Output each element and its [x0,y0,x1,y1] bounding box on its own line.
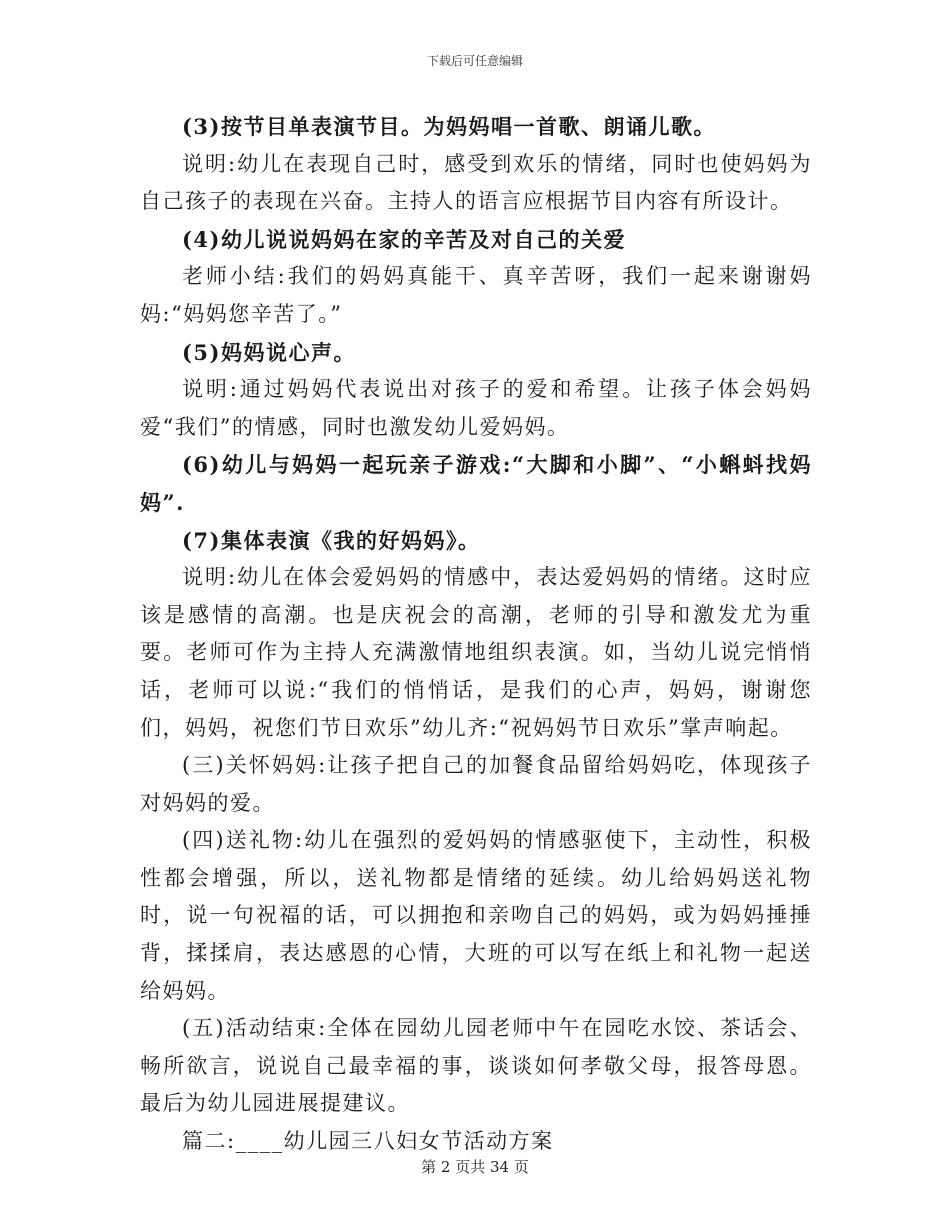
paragraph-chapter-title: 篇二:____幼儿园三八妇女节活动方案 [182,1129,554,1154]
paragraph-note: 说明:通过妈妈代表说出对孩子的爱和希望。让孩子体会妈妈爱“我们”的情感，同时也激发幼儿爱妈妈。 [140,377,812,439]
paragraph-item-3: (3)按节目单表演节目。为妈妈唱一首歌、朗诵儿歌。 [182,114,716,139]
paragraph-section-5: (五)活动结束:全体在园幼儿园老师中午在园吃水饺、茶话会、畅所欲言，说说自己最幸福的事，谈谈如何孝敬父母，报答母恩。最后为幼儿园进展提建议。 [140,1016,812,1116]
paragraph-item-7: (7)集体表演《我的好妈妈》。 [182,527,481,553]
paragraph-section-3: (三)关怀妈妈:让孩子把自己的加餐食品留给妈妈吃，体现孩子对妈妈的爱。 [140,753,812,815]
document-body [140,108,812,1161]
page-footer: 第 2 页共 34 页 [421,1158,529,1176]
paragraph-summary: 老师小结:我们的妈妈真能干、真辛苦呀，我们一起来谢谢妈妈:“妈妈您辛苦了。” [140,264,812,326]
paragraph-item-6: (6)幼儿与妈妈一起玩亲子游戏:“大脚和小脚”、“小蝌蚪找妈妈”. [140,452,812,515]
page-header: 下载后可任意编辑 [426,54,523,68]
paragraph-item-5: (5)妈妈说心声。 [182,339,356,365]
paragraph-item-4: (4)幼儿说说妈妈在家的辛苦及对自己的关爱 [182,226,626,252]
paragraph-note: 说明:幼儿在体会爱妈妈的情感中，表达爱妈妈的情绪。这时应该是感情的高潮。也是庆祝会的高潮，老师的引导和激发尤为重要。老师可作为主持人充满激情地组织表演。如，当幼儿说完悄悄话，老师可以说:“我们的悄悄话，是我们的心声，妈妈，谢谢您们，妈妈，祝您们节日欢乐”幼儿齐:“祝妈妈节日欢乐”掌声响起。 [140,565,812,740]
paragraph-section-4: (四)送礼物:幼儿在强烈的爱妈妈的情感驱使下，主动性，积极性都会增强，所以，送礼物都是情绪的延续。幼儿给妈妈送礼物时，说一句祝福的话，可以拥抱和亲吻自己的妈妈，或为妈妈捶捶背，揉揉肩，表达感恩的心情，大班的可以写在纸上和礼物一起送给妈妈。 [140,828,812,1003]
paragraph-note: 说明:幼儿在表现自己时，感受到欢乐的情绪，同时也使妈妈为自己孩子的表现在兴奋。主持人的语言应根据节目内容有所设计。 [140,151,812,214]
